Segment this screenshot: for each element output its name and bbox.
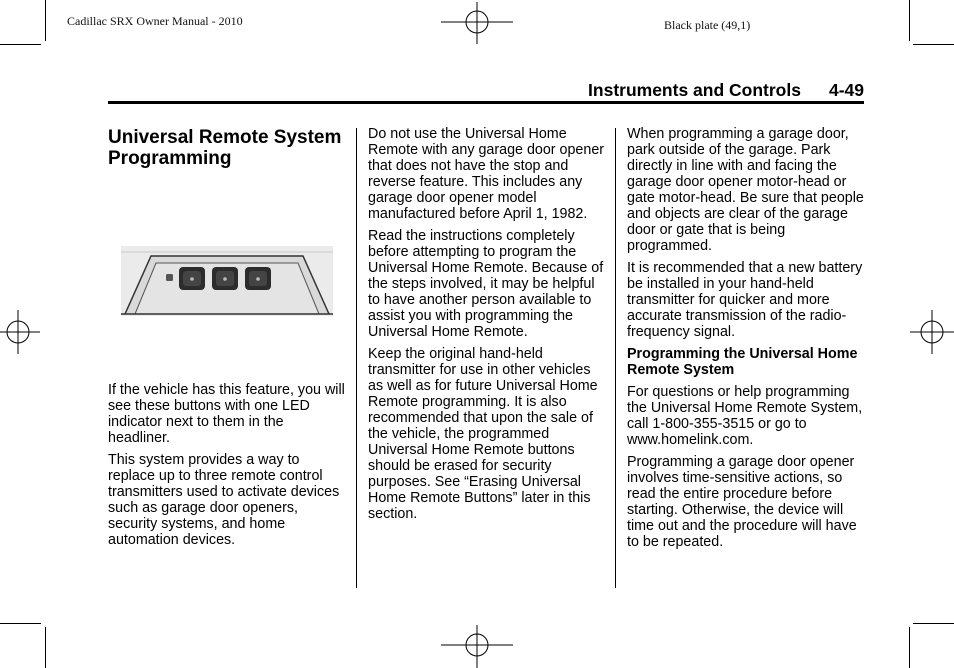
column-3-body xyxy=(627,126,865,556)
paragraph: When programming a garage door, park outside of the garage. Park directly in line with and facing the garage door opener motor-head or gate motor-head. Be sure that people and objects are clear of the garage door or gate that is being programmed. xyxy=(627,126,864,254)
paragraph: Read the instructions completely before attempting to program the Universal Home Remote. Because of the steps involved, it may be helpful to have another person available to assist you with programming the Universal Home Remote. xyxy=(368,228,604,340)
header-rule xyxy=(108,101,864,104)
paragraph: Keep the original hand-held transmitter for use in other vehicles as well as for future Universal Home Remote programming. It is also recommended that upon the sale of the vehicle, the programmed Universal Home Remote buttons should be erased for security purposes. See “Erasing Universal Home Remote Buttons” later in this section. xyxy=(368,346,598,522)
overhead-console-buttons-illustration xyxy=(121,246,333,316)
remote-button-2 xyxy=(212,267,238,290)
page-number: 4-49 xyxy=(828,80,864,100)
paragraph: For questions or help programming the Universal Home Remote System, call 1-800-355-3515 or go to www.homelink.com. xyxy=(627,384,863,448)
registration-mark-bottom xyxy=(441,625,513,668)
paragraph: Do not use the Universal Home Remote with any garage door opener that does not have the stop and reverse feature. This includes any garage door opener model manufactured before April 1, 1982. xyxy=(368,126,605,222)
paragraph: This system provides a way to replace up to three remote control transmitters used to activate devices such as garage door openers, security systems, and home automation devices. xyxy=(108,452,340,548)
manual-title: Cadillac SRX Owner Manual - 2010 xyxy=(67,14,243,28)
registration-mark-top xyxy=(441,2,513,46)
paragraph: Programming a garage door opener involves time-sensitive actions, so read the entire procedure before starting. Otherwise, the device will time out and the procedure will have to be repeated. xyxy=(627,454,857,550)
column-1-body xyxy=(108,382,348,554)
column-divider xyxy=(615,128,616,588)
paragraph: If the vehicle has this feature, you will see these buttons with one LED indicator next to them in the headliner. xyxy=(108,382,345,446)
section-name: Instruments and Controls xyxy=(588,80,801,100)
remote-button-3 xyxy=(245,267,271,290)
section-title: Universal Remote System Programming xyxy=(108,127,342,169)
column-divider xyxy=(356,128,357,588)
remote-button-1 xyxy=(179,267,205,290)
registration-mark-right xyxy=(910,310,954,354)
running-header xyxy=(588,80,864,101)
subheading: Programming the Universal Home Remote System xyxy=(627,346,858,378)
paragraph: It is recommended that a new battery be installed in your hand-held transmitter for quicker and more accurate transmission of the radio-frequency signal. xyxy=(627,260,863,340)
plate-label: Black plate (49,1) xyxy=(664,18,751,32)
column-2-body xyxy=(368,126,606,528)
registration-mark-left xyxy=(0,310,40,354)
